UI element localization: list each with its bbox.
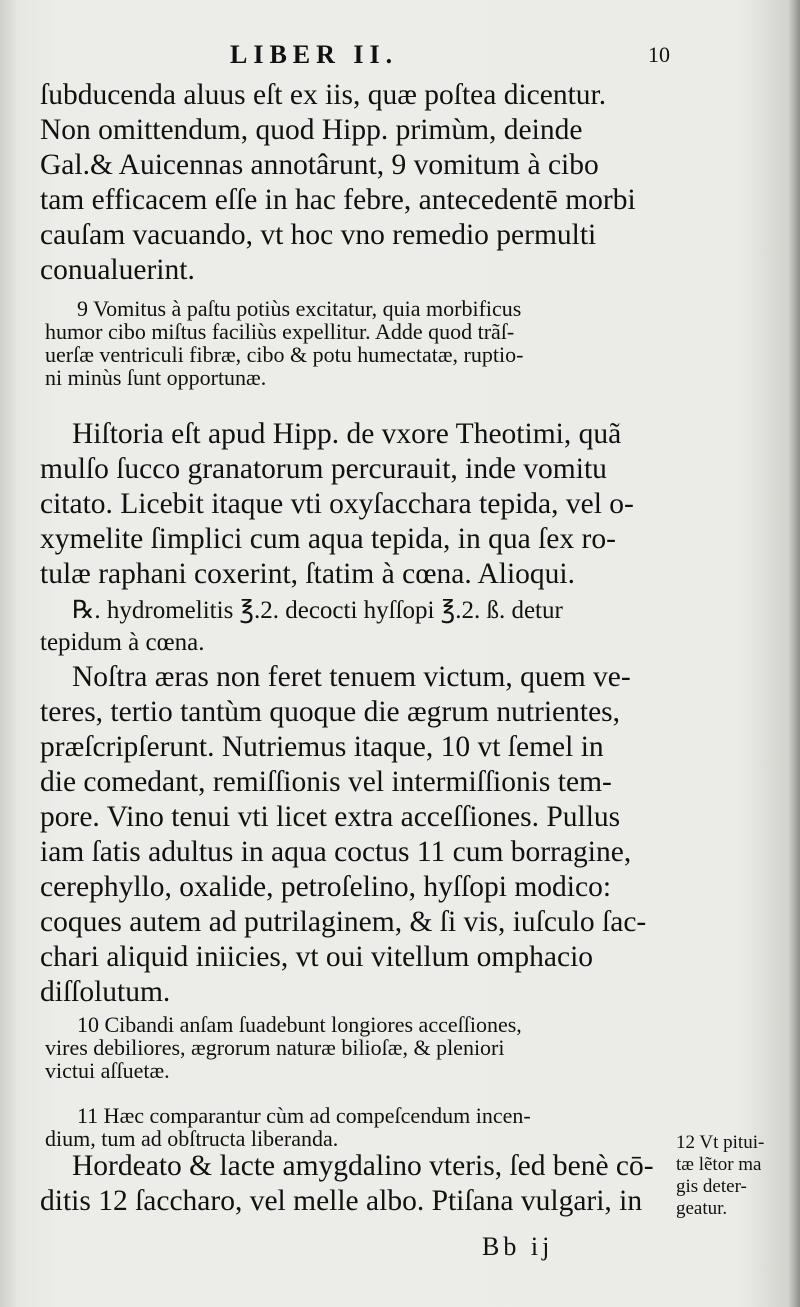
page-number: 10 xyxy=(648,42,670,67)
text-line: Hiſtoria eſt apud Hipp. de vxore Theotimi, quã xyxy=(72,418,622,450)
signature-mark: Bb ij xyxy=(482,1232,554,1261)
recipe-line: tepidum à cœna. xyxy=(40,629,205,656)
running-head: LIBER II. xyxy=(230,40,399,69)
text-line: Non omittendum, quod Hipp. primùm, deinde xyxy=(40,114,583,146)
text-line: tam efficacem eſſe in hac febre, antecedentē morbi xyxy=(40,184,636,216)
main-text-block-4 xyxy=(40,1149,668,1219)
text-line: Hordeato & lacte amygdalino vteris, ſed benè cō- xyxy=(72,1150,654,1182)
text-line: cauſam vacuando, vt hoc vno remedio permulti xyxy=(40,219,597,251)
text-line: xymelite ſimplici cum aqua tepida, in qua ſex ro- xyxy=(40,523,616,555)
page-header xyxy=(230,40,670,80)
note-line: ni minùs ſunt opportunæ. xyxy=(45,365,267,390)
text-line: præſcripſerunt. Nutriemus itaque, 10 vt ſemel in xyxy=(40,731,604,763)
recipe-line: ℞. hydromelitis ℥.2. decocti hyſſopi ℥.2. ß. detur xyxy=(72,597,563,624)
margin-note-line: 12 Vt pitui- xyxy=(676,1132,765,1153)
margin-note-line: gis deter- xyxy=(676,1176,747,1197)
note-line: vires debiliores, ægrorum naturæ bilioſæ, & pleniori xyxy=(45,1035,505,1060)
text-line: iam ſatis adultus in aqua coctus 11 cum borragine, xyxy=(40,836,632,868)
text-line: ditis 12 ſaccharo, vel melle albo. Ptiſana vulgari, in xyxy=(40,1185,643,1217)
annotation-9 xyxy=(45,297,673,389)
text-line: tulæ raphani coxerint, ſtatim à cœna. Alioqui. xyxy=(40,558,575,590)
annotation-10 xyxy=(45,1013,673,1082)
note-line: victui aſſuetæ. xyxy=(45,1058,170,1083)
main-text-block-1 xyxy=(40,78,668,288)
text-line: cerephyllo, oxalide, petroſelino, hyſſopi modico: xyxy=(40,871,612,903)
text-line: pore. Vino tenui vti licet extra acceſſiones. Pullus xyxy=(40,801,621,833)
note-line: uerſæ ventriculi fibræ, cibo & potu humectatæ, ruptio- xyxy=(45,342,524,367)
margin-note-line: geatur. xyxy=(676,1198,728,1219)
recipe-block xyxy=(40,595,668,659)
note-line: 9 Vomitus à paſtu potiùs excitatur, quia morbificus xyxy=(77,296,522,321)
page-gutter-shadow xyxy=(788,0,800,1307)
note-line: dium, tum ad obſtructa liberanda. xyxy=(45,1126,339,1151)
margin-note-12 xyxy=(676,1132,796,1220)
text-line: coques autem ad putrilaginem, & ſi vis, iuſculo ſac- xyxy=(40,906,647,938)
text-line: Noſtra æras non feret tenuem victum, quem ve- xyxy=(72,661,631,693)
text-line: conualuerint. xyxy=(40,254,195,286)
text-line: mulſo ſucco granatorum percurauit, inde vomitu xyxy=(40,453,607,485)
note-line: 11 Hæc comparantur cùm ad compeſcendum incen- xyxy=(77,1103,531,1128)
text-line: ſubducenda aluus eſt ex iis, quæ poſtea dicentur. xyxy=(40,79,607,111)
text-line: teres, tertio tantùm quoque die ægrum nutrientes, xyxy=(40,696,621,728)
note-line: humor cibo miſtus faciliùs expellitur. Adde quod trãſ- xyxy=(45,319,515,344)
text-line: citato. Licebit itaque vti oxyſacchara tepida, vel o- xyxy=(40,488,634,520)
text-line: diſſolutum. xyxy=(40,976,171,1008)
text-line: die comedant, remiſſionis vel intermiſſionis tem- xyxy=(40,766,612,798)
note-line: 10 Cibandi anſam ſuadebunt longiores acceſſiones, xyxy=(77,1012,522,1037)
main-text-block-2 xyxy=(40,417,668,592)
text-line: chari aliquid iniicies, vt oui vitellum omphacio xyxy=(40,941,594,973)
main-text-block-3 xyxy=(40,660,668,1010)
annotation-11 xyxy=(45,1104,673,1150)
text-line: Gal.& Auicennas annotârunt, 9 vomitum à cibo xyxy=(40,149,599,181)
margin-note-line: tæ lẽtor ma xyxy=(676,1154,762,1175)
